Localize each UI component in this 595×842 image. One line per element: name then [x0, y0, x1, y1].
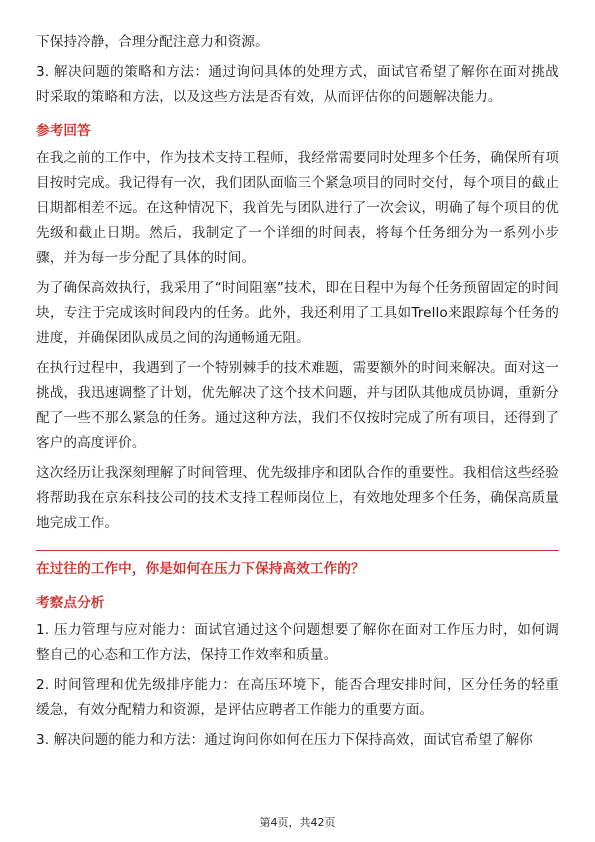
answer-heading: 参考回答 [36, 123, 91, 139]
list-item-problem-solving: 3. 解决问题的策略和方法：通过询问具体的处理方式，面试官希望了解你在面对挑战时采取的策略和方法，以及这些方法是否有效，从而评估你的问题解决能力。 [36, 64, 559, 105]
paragraph-continuation: 下保持冷静，合理分配注意力和资源。 [36, 34, 269, 50]
analysis-heading: 考察点分析 [36, 595, 105, 611]
answer-paragraph-1: 在我之前的工作中，作为技术支持工程师，我经常需要同时处理多个任务，确保所有项目按时完成。我记得有一次，我们团队面临三个紧急项目的同时交付，每个项目的截止日期都相差不远。在这种情况下，我首先与团队进行了一次会议，明确了每个项目的优先级和截止日期。然后，我制定了一个详细的时间表，将每个任务细分为一系列小步骤，并为每一步分配了具体的时间。 [36, 150, 559, 266]
answer-paragraph-4: 这次经历让我深刻理解了时间管理、优先级排序和团队合作的重要性。我相信这些经验将帮助我在京东科技公司的技术支持工程师岗位上，有效地处理多个任务，确保高质量地完成工作。 [36, 465, 559, 531]
analysis-item-1: 1. 压力管理与应对能力：面试官通过这个问题想要了解你在面对工作压力时，如何调整自己的心态和工作方法，保持工作效率和质量。 [36, 622, 559, 663]
answer-paragraph-3: 在执行过程中，我遇到了一个特别棘手的技术难题，需要额外的时间来解决。面对这一挑战，我迅速调整了计划，优先解决了这个技术问题，并与团队其他成员协调，重新分配了一些不那么紧急的任务。通过这种方法，我们不仅按时完成了所有项目，还得到了客户的高度评价。 [36, 360, 559, 451]
analysis-item-2: 2. 时间管理和优先级排序能力：在高压环境下，能否合理安排时间，区分任务的轻重缓急，有效分配精力和资源，是评估应聘者工作能力的重要方面。 [36, 677, 559, 718]
analysis-item-3: 3. 解决问题的能力和方法：通过询问你如何在压力下保持高效，面试官希望了解你 [36, 732, 533, 748]
answer-paragraph-2: 为了确保高效执行，我采用了“时间阻塞”技术，即在日程中为每个任务预留固定的时间块，专注于完成该时间段内的任务。此外，我还利用了工具如Trello来跟踪每个任务的进度，并确保团队成员之间的沟通畅通无阻。 [36, 280, 559, 346]
section-divider [36, 550, 559, 551]
page-content [36, 30, 559, 758]
page-number: 第4页，共42页 [259, 816, 336, 829]
question-title: 在过往的工作中，你是如何在压力下保持高效工作的？ [36, 561, 365, 577]
